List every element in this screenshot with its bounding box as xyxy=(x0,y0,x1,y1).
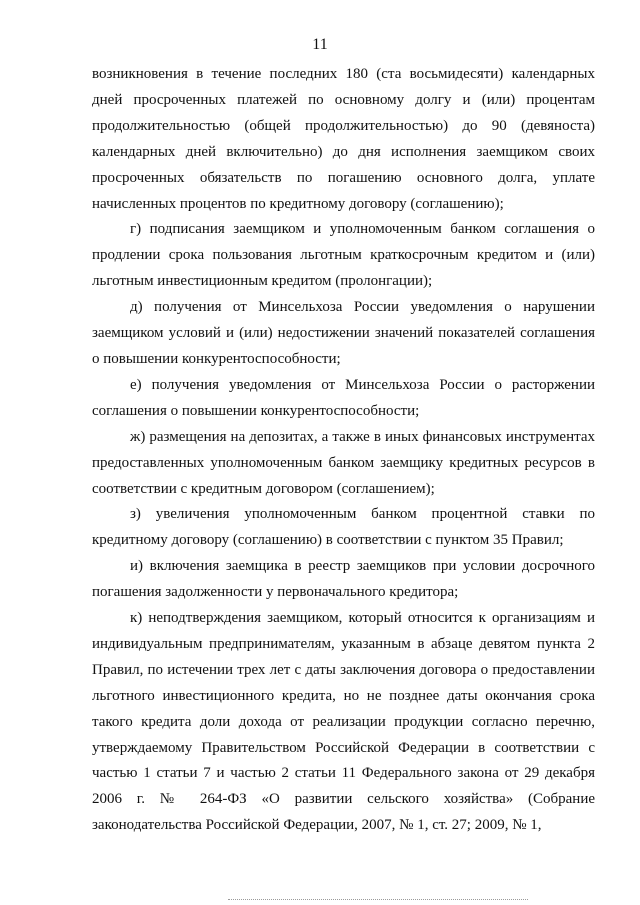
paragraph-item-zh: ж) размещения на депозитах, а также в иных финансовых инструментах предоставленных уполномоченным банком заемщику кредитных ресурсов в соответствии с кредитным договором (соглашением); xyxy=(92,428,595,497)
document-body xyxy=(92,62,595,839)
paragraph-item-z: з) увеличения уполномоченным банком процентной ставки по кредитному договору (соглашению) в соответствии с пунктом 35 Правил; xyxy=(92,506,595,549)
paragraph-item-g: г) подписания заемщиком и уполномоченным банком соглашения о продлении срока пользования льготным краткосрочным кредитом и (или) льготным инвестиционным кредитом (пролонгации); xyxy=(92,221,595,290)
paragraph-item-k: к) неподтверждения заемщиком, который относится к организациям и индивидуальным предпринимателям, указанным в абзаце девятом пункта 2 Правил, по истечении трех лет с даты заключения договора о предоставлении льготного инвестиционного кредита, но не позднее даты окончания срока такого кредита доли дохода от реализации продукции согласно перечню, утверждаемому Правительством Российской Федерации в соответствии с частью 1 статьи 7 и частью 2 статьи 11 Федерального закона от 29 декабря 2006 г. № 264-ФЗ «О развитии сельского хозяйства» (Собрание законодательства Российской Федерации, 2007, № 1, ст. 27; 2009, № 1, xyxy=(92,610,595,834)
paragraph-item-d: д) получения от Минсельхоза России уведомления о нарушении заемщиком условий и (или) недостижении значений показателей соглашения о повышении конкурентоспособности; xyxy=(92,299,595,367)
page-number: 11 xyxy=(312,36,328,53)
paragraph-continuation: возникновения в течение последних 180 (ста восьмидесяти) календарных дней просроченных платежей по основному долгу и (или) процентам продолжительностью (общей продолжительностью) до 90 (девяноста) календарных дней включительно) до дня исполнения заемщиком своих просроченных обязательств по погашению основного долга, уплате начисленных процентов по кредитному договору (соглашению); xyxy=(92,66,595,212)
paragraph-item-e: е) получения уведомления от Минсельхоза России о расторжении соглашения о повышении конкурентоспособности; xyxy=(92,376,595,419)
paragraph-item-i: и) включения заемщика в реестр заемщиков при условии досрочного погашения задолженности у первоначального кредитора; xyxy=(92,558,595,601)
scan-edge-line xyxy=(228,899,528,900)
